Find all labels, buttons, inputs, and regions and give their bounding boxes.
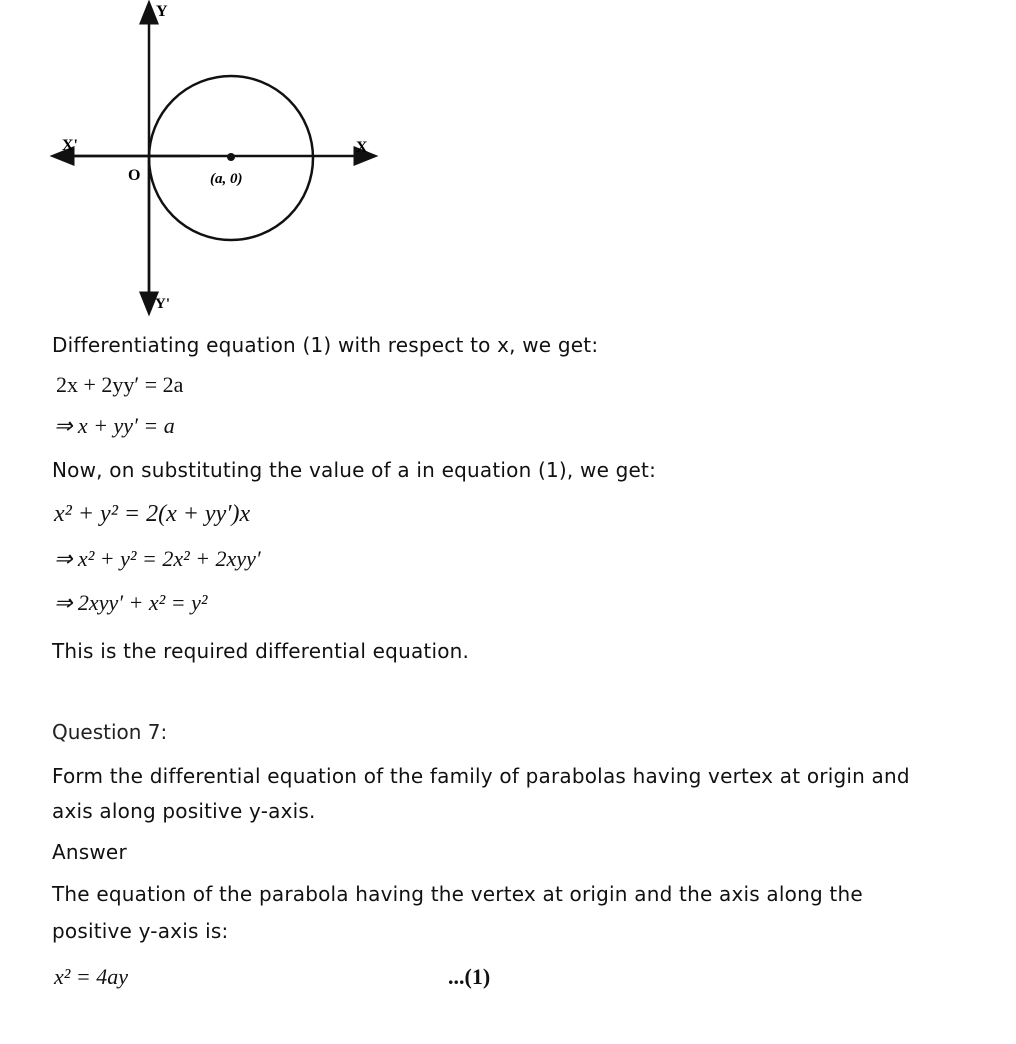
conclusion-text: This is the required differential equation. xyxy=(52,639,470,663)
equation-2: ⇒ x + yy′ = a xyxy=(54,413,175,438)
answer-label: Answer xyxy=(52,840,127,864)
equation-4: ⇒ x² + y² = 2x² + 2xyy′ xyxy=(54,546,261,571)
circle-diagram xyxy=(0,0,420,320)
label-x-prime: X' xyxy=(62,137,78,154)
equation-reference: ...(1) xyxy=(448,964,491,989)
equation-5: ⇒ 2xyy′ + x² = y² xyxy=(54,590,208,615)
intro-text: Differentiating equation (1) with respect to x, we get: xyxy=(52,333,599,357)
center-point xyxy=(227,153,235,161)
question-text-line2: axis along positive y-axis. xyxy=(52,799,316,823)
label-x: X xyxy=(356,139,368,156)
substitute-text: Now, on substituting the value of a in equation (1), we get: xyxy=(52,458,657,482)
parabola-equation: x² = 4ay xyxy=(54,964,128,989)
label-origin: O xyxy=(128,167,141,184)
label-y: Y xyxy=(156,3,168,20)
question-text-line1: Form the differential equation of the family of parabolas having vertex at origin and xyxy=(52,764,910,788)
label-center: (a, 0) xyxy=(210,171,243,187)
label-y-prime: Y' xyxy=(155,296,170,312)
equation-1: 2x + 2yy′ = 2a xyxy=(56,372,184,397)
answer-text-line1: The equation of the parabola having the vertex at origin and the axis along the xyxy=(52,882,863,906)
question-heading: Question 7: xyxy=(52,720,168,744)
answer-text-line2: positive y-axis is: xyxy=(52,919,229,943)
equation-3: x² + y² = 2(x + yy′)x xyxy=(54,501,251,527)
